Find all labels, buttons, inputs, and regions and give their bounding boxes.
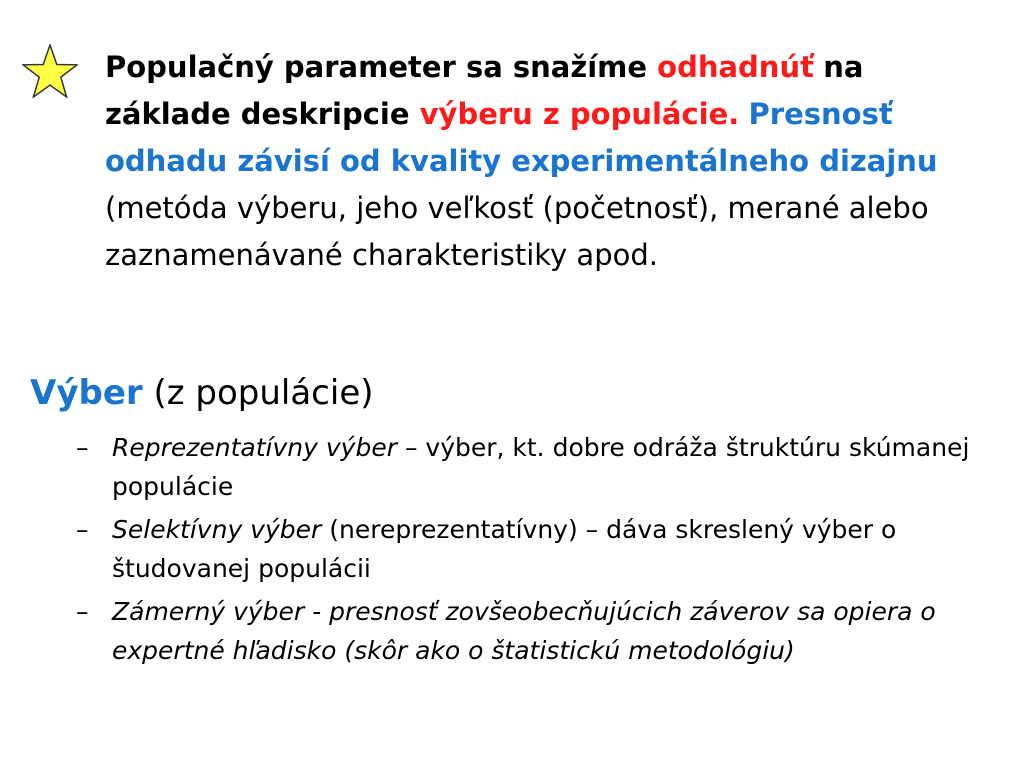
bullet-text bbox=[112, 592, 996, 670]
bullet-term: Zámerný výber - presnosť zovšeobecňujúcich záverov sa opiera o expertné hľadisko (skôr ako o štatistickú metodológiu) bbox=[112, 597, 936, 665]
heading-rest: (z populácie) bbox=[142, 373, 374, 413]
intro-text-1: Populačný parameter sa snažíme bbox=[105, 50, 658, 84]
bullet-text bbox=[112, 428, 996, 506]
bullet-term: Selektívny výber bbox=[112, 515, 322, 544]
intro-text-2: na základe deskripcie bbox=[105, 50, 864, 131]
intro-highlight-precision: Presnosť odhadu závisí od kvality experimentálneho dizajnu bbox=[105, 97, 938, 178]
bullet-text bbox=[112, 510, 996, 588]
bullet-description: – výber, kt. dobre odráža štruktúru skúmanej populácie bbox=[112, 433, 970, 501]
intro-text-3: (metóda výberu, jeho veľkosť (početnosť), merané alebo zaznamenávané charakteristiky apod. bbox=[105, 191, 929, 272]
bullet-dash: – bbox=[76, 515, 89, 544]
bullet-description: (nereprezentatívny) – dáva skreslený výber o študovanej populácii bbox=[112, 515, 897, 583]
bullet-dash: – bbox=[76, 433, 89, 462]
bullet-list bbox=[76, 428, 996, 674]
bullet-item-representative bbox=[76, 428, 996, 506]
section-heading bbox=[30, 368, 374, 418]
intro-paragraph bbox=[105, 44, 985, 279]
bullet-item-purposive bbox=[76, 592, 996, 670]
heading-term: Výber bbox=[30, 373, 143, 413]
star-icon bbox=[22, 44, 78, 98]
bullet-dash: – bbox=[76, 597, 89, 626]
intro-highlight-sample: výberu z populácie. bbox=[419, 97, 740, 131]
bullet-item-selective bbox=[76, 510, 996, 588]
intro-highlight-estimate: odhadnúť bbox=[657, 50, 814, 84]
bullet-term: Reprezentatívny výber bbox=[112, 433, 397, 462]
